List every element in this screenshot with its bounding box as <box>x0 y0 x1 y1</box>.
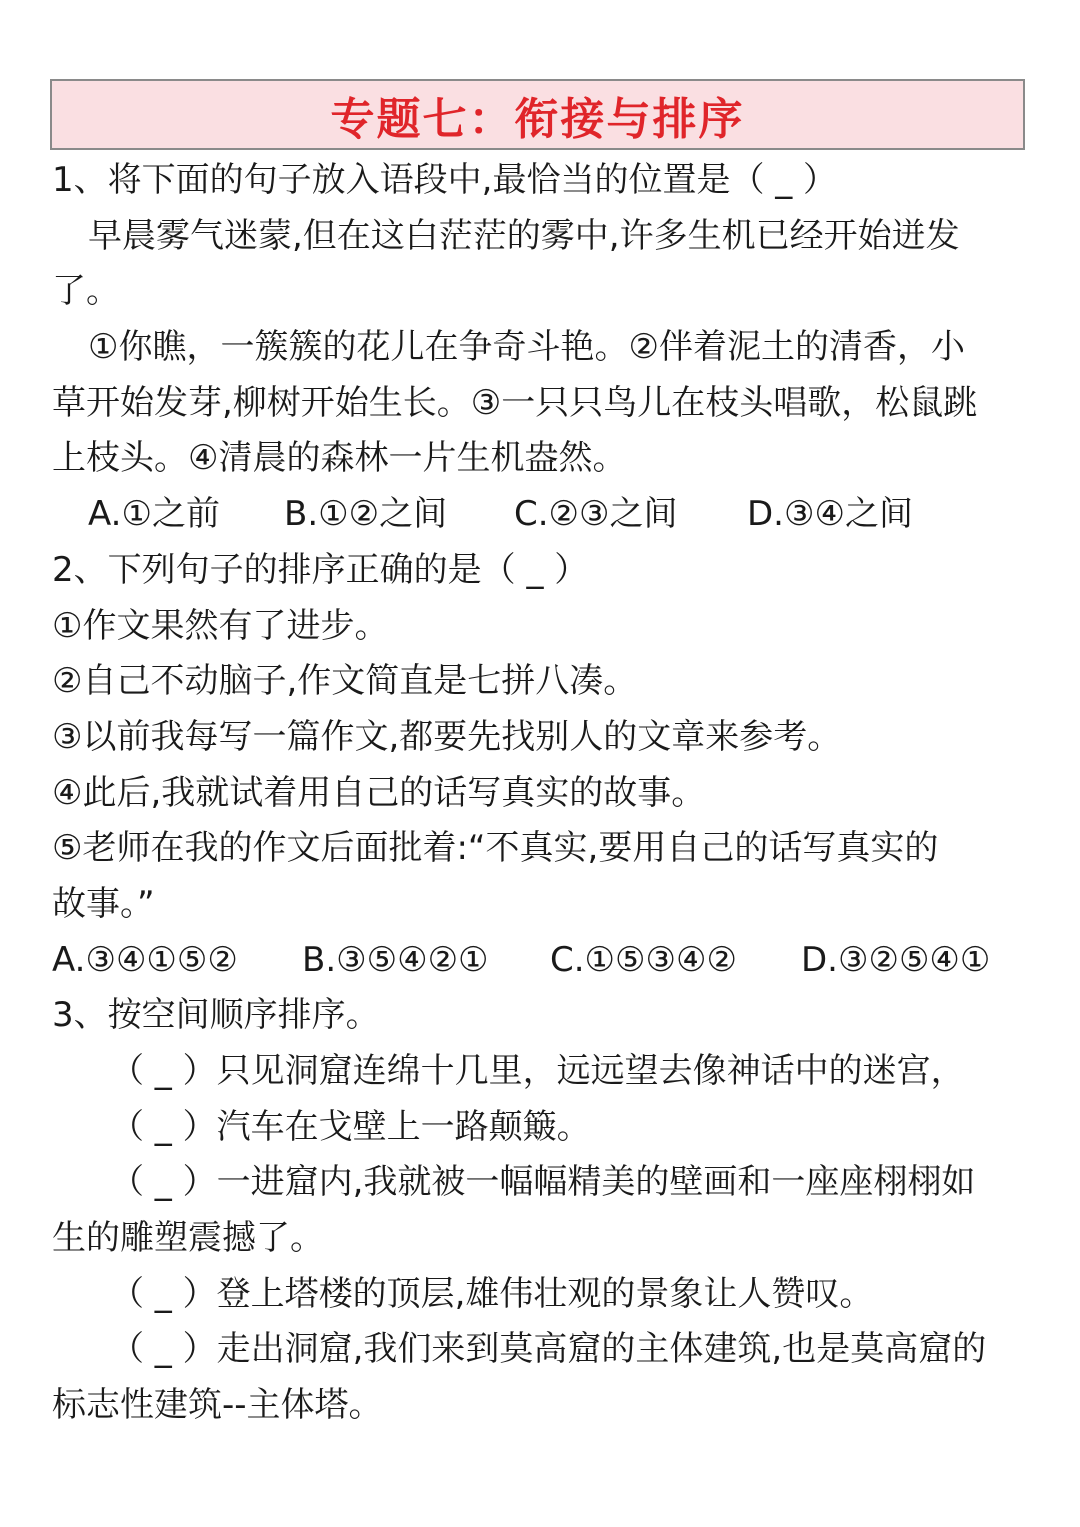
q2-item-cont: 故事。” <box>52 883 155 924</box>
q1-option-b: B.①②之间 <box>284 494 448 535</box>
title-banner <box>50 79 1025 150</box>
q2-options <box>52 933 1032 989</box>
q2-option-b: B.③⑤④②① <box>302 939 489 980</box>
q2-item: ①作文果然有了进步。 <box>52 605 389 646</box>
q1-options <box>52 487 1032 543</box>
q2-item: ⑤老师在我的作文后面批着:“不真实,要用自己的话写真实的 <box>52 828 939 869</box>
q1-stem: 1、将下面的句子放入语段中,最恰当的位置是（ _ ） <box>52 160 838 200</box>
q3-item: （ _ ）登上塔楼的顶层,雄伟壮观的景象让人赞叹。 <box>110 1273 874 1314</box>
q3-stem: 3、按空间顺序排序。 <box>52 995 380 1036</box>
q2-option-c: C.①⑤③④② <box>550 939 737 980</box>
q2-item: ④此后,我就试着用自己的话写真实的故事。 <box>52 772 706 813</box>
q1-sentence-line: 了。 <box>52 271 120 312</box>
q2-option-a: A.③④①⑤② <box>52 939 238 980</box>
worksheet-content <box>52 153 1032 1434</box>
q3-item-cont: 生的雕塑震撼了。 <box>52 1218 324 1259</box>
q1-option-a: A.①之前 <box>88 494 220 535</box>
q1-option-c: C.②③之间 <box>514 494 678 535</box>
q2-stem: 2、下列句子的排序正确的是（ _ ） <box>52 549 589 590</box>
page-title: 专题七：衔接与排序 <box>330 93 745 145</box>
q3-item: （ _ ）一进窟内,我就被一幅幅精美的壁画和一座座栩栩如 <box>110 1162 976 1203</box>
q3-item-cont: 标志性建筑--主体塔。 <box>52 1385 383 1426</box>
q1-sentence-line: 早晨雾气迷蒙,但在这白茫茫的雾中,许多生机已经开始迸发 <box>88 215 960 256</box>
q2-item: ②自己不动脑子,作文简直是七拼八凑。 <box>52 661 638 702</box>
q1-option-d: D.③④之间 <box>747 494 913 535</box>
q2-item: ③以前我每写一篇作文,都要先找别人的文章来参考。 <box>52 716 842 757</box>
q3-item: （ _ ）走出洞窟,我们来到莫高窟的主体建筑,也是莫高窟的 <box>110 1329 987 1370</box>
q3-item: （ _ ）汽车在戈壁上一路颠簸。 <box>110 1106 591 1147</box>
q3-item: （ _ ）只见洞窟连绵十几里，远远望去像神话中的迷宫， <box>110 1051 965 1091</box>
q2-option-d: D.③②⑤④① <box>801 939 991 980</box>
q1-passage-line: ①你瞧，一簇簇的花儿在争奇斗艳。②伴着泥土的清香，小 <box>88 327 965 368</box>
q1-passage-line: 草开始发芽,柳树开始生长。③一只只鸟儿在枝头唱歌，松鼠跳 <box>52 382 978 423</box>
q1-passage-line: 上枝头。④清晨的森林一片生机盎然。 <box>52 438 627 479</box>
